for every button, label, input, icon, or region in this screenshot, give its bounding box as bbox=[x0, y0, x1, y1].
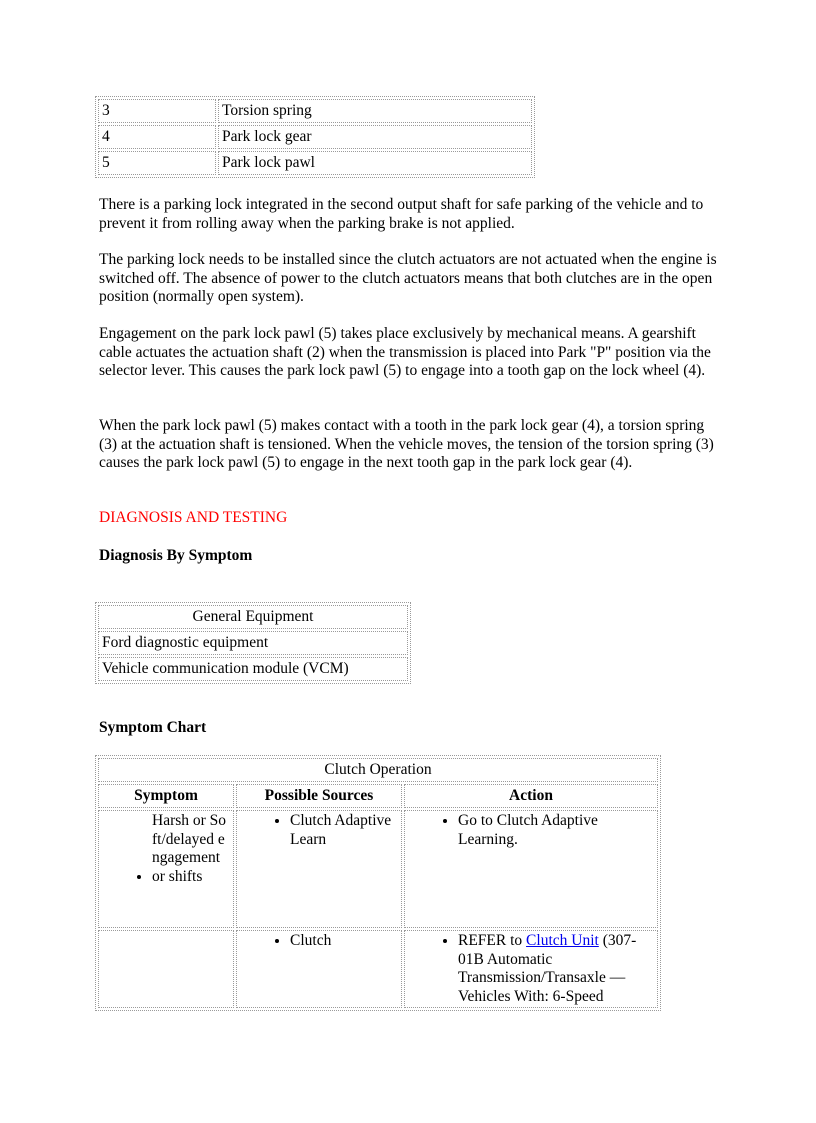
action-cell bbox=[404, 810, 658, 928]
legend-description: Park lock pawl bbox=[218, 151, 532, 175]
equipment-item: Ford diagnostic equipment bbox=[98, 631, 408, 655]
symptom-cell-empty bbox=[98, 930, 234, 1008]
action-cell bbox=[404, 930, 658, 1008]
paragraph-torsion-spring: When the park lock pawl (5) makes contact with a tooth in the park lock gear (4), a torsion spring (3) at the actuation shaft is tensioned. When the vehicle moves, the tension of the torsion spring (3) causes the park lock pawl (5) to engage in the next tooth gap in the park lock gear (4). bbox=[99, 417, 714, 471]
subheading-diagnosis-by-symptom: Diagnosis By Symptom bbox=[99, 547, 253, 564]
symptom-cell bbox=[98, 810, 234, 928]
source-cell bbox=[236, 810, 402, 928]
source-item: • Clutch bbox=[290, 932, 398, 951]
equipment-header: General Equipment bbox=[98, 605, 408, 629]
column-header-symptom: Symptom bbox=[98, 784, 234, 808]
symptom-chart-table bbox=[95, 755, 661, 1011]
table-header-row bbox=[98, 784, 658, 808]
subheading-symptom-chart: Symptom Chart bbox=[99, 719, 207, 736]
table-caption: Clutch Operation bbox=[98, 758, 658, 782]
general-equipment-table bbox=[95, 602, 411, 684]
legend-description: Torsion spring bbox=[218, 99, 532, 123]
source-item: • Clutch Adaptive Learn bbox=[290, 812, 398, 849]
legend-number: 5 bbox=[98, 151, 216, 175]
table-row bbox=[98, 657, 408, 681]
clutch-unit-link[interactable]: Clutch Unit bbox=[526, 932, 599, 949]
paragraph-engagement: Engagement on the park lock pawl (5) takes place exclusively by mechanical means. A gearshift cable actuates the actuation shaft (2) when the transmission is placed into Park "P" position via the selector lever. This causes the park lock pawl (5) to engage into a tooth gap on the lock wheel (4). bbox=[99, 325, 711, 379]
action-item: • REFER to Clutch Unit (307-01B Automatic Transmission/Transaxle — Vehicles With: 6-Speed bbox=[458, 932, 654, 1006]
table-row bbox=[98, 810, 658, 928]
table-row bbox=[98, 631, 408, 655]
table-caption-row bbox=[98, 758, 658, 782]
table-row bbox=[98, 125, 532, 149]
column-header-action: Action bbox=[404, 784, 658, 808]
source-cell bbox=[236, 930, 402, 1008]
legend-number: 3 bbox=[98, 99, 216, 123]
equipment-item: Vehicle communication module (VCM) bbox=[98, 657, 408, 681]
column-header-possible-sources: Possible Sources bbox=[236, 784, 402, 808]
table-row bbox=[98, 930, 658, 1008]
symptom-item: • Harsh or Soft/delayed engagement or shifts bbox=[152, 812, 230, 886]
action-item: • Go to Clutch Adaptive Learning. bbox=[458, 812, 654, 849]
legend-number: 4 bbox=[98, 125, 216, 149]
paragraph-parking-lock-reason: The parking lock needs to be installed since the clutch actuators are not actuated when the engine is switched off. The absence of power to the clutch actuators means that both clutches are in the open position (normally open system). bbox=[99, 251, 717, 305]
legend-description: Park lock gear bbox=[218, 125, 532, 149]
paragraph-parking-lock-intro: There is a parking lock integrated in the second output shaft for safe parking of the vehicle and to prevent it from rolling away when the parking brake is not applied. bbox=[99, 196, 704, 232]
table-header-row bbox=[98, 605, 408, 629]
section-heading-diagnosis-testing: DIAGNOSIS AND TESTING bbox=[99, 509, 288, 526]
table-row bbox=[98, 151, 532, 175]
component-legend-table bbox=[95, 96, 535, 178]
table-row bbox=[98, 99, 532, 123]
